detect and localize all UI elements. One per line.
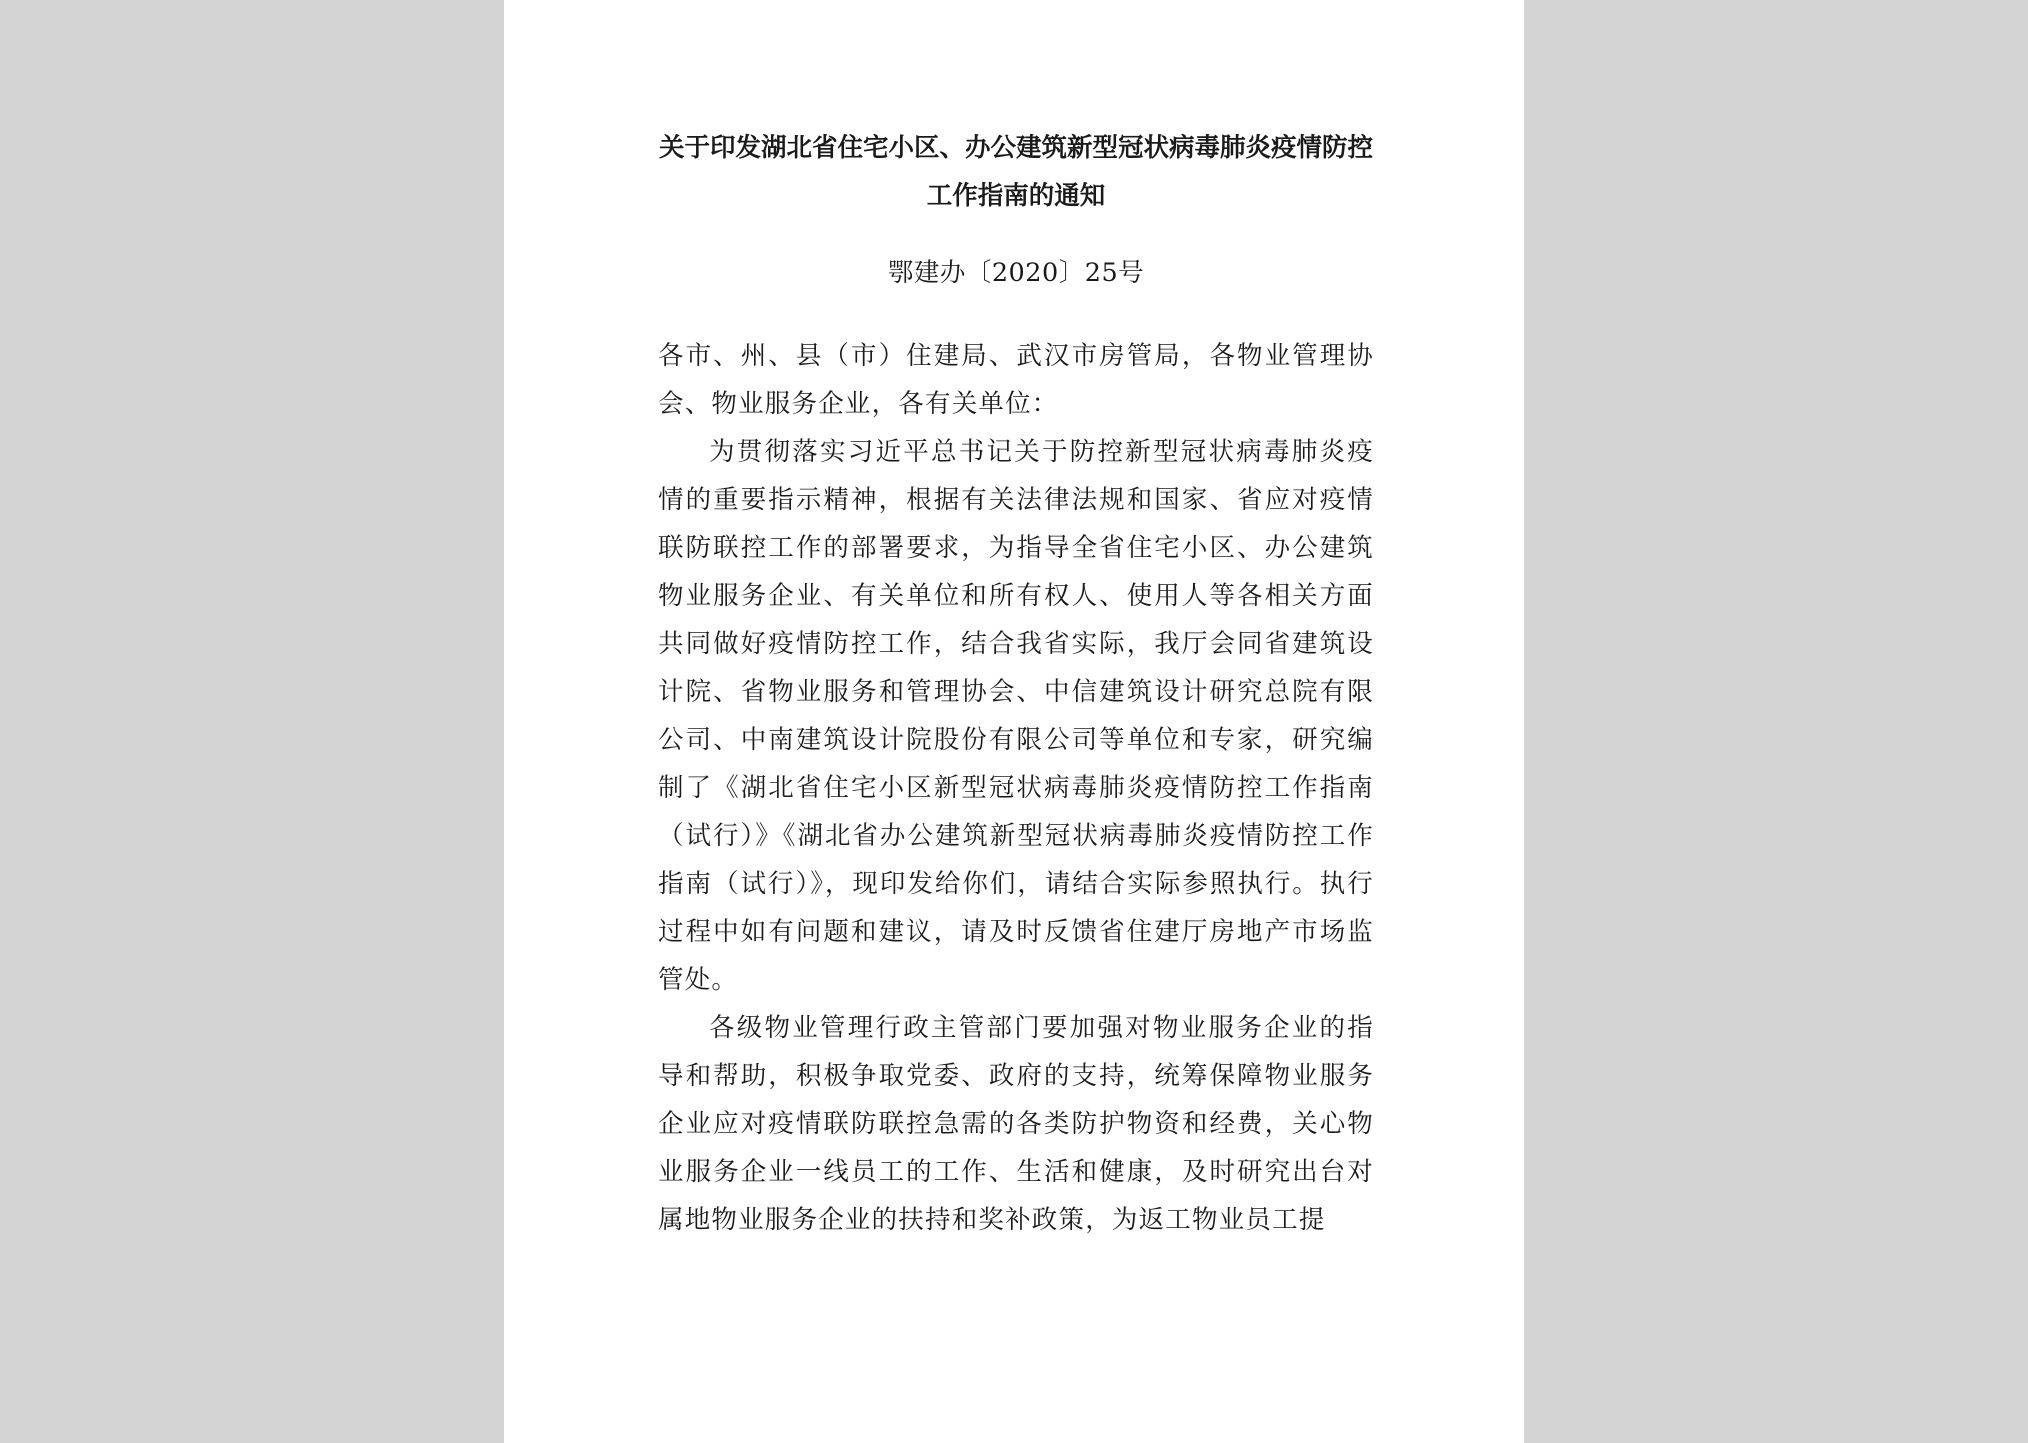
document-number: 鄂建办〔2020〕25号 (887, 258, 1145, 288)
body-paragraph-1: 为贯彻落实习近平总书记关于防控新型冠状病毒肺炎疫情的重要指示精神，根据有关法律法规和国家、省应对疫情联防联控工作的部署要求，为指导全省住宅小区、办公建筑物业服务企业、有关单位和所有权人、使用人等各相关方面共同做好疫情防控工作，结合我省实际，我厅会同省建筑设计院、省物业服务和管理协会、中信建筑设计研究总院有限公司、中南建筑设计院股份有限公司等单位和专家，研究编制了《湖北省住宅小区新型冠状病毒肺炎疫情防控工作指南（试行）》《湖北省办公建筑新型冠状病毒肺炎疫情防控工作指南（试行）》，现印发给你们，请结合实际参照执行。执行过程中如有问题和建议，请及时反馈省住建厅房地产市场监管处。 (658, 437, 1374, 995)
page-content (658, 124, 1374, 1244)
document-page (504, 0, 1524, 1443)
document-title: 关于印发湖北省住宅小区、办公建筑新型冠状病毒肺炎疫情防控工作指南的通知 (658, 133, 1373, 211)
addressee-line: 各市、州、县（市）住建局、武汉市房管局，各物业管理协会、物业服务企业，各有关单位： (658, 341, 1374, 419)
body-paragraph-2: 各级物业管理行政主管部门要加强对物业服务企业的指导和帮助，积极争取党委、政府的支持，统筹保障物业服务企业应对疫情联防联控急需的各类防护物资和经费，关心物业服务企业一线员工的工作、生活和健康，及时研究出台对属地物业服务企业的扶持和奖补政策，为返工物业员工提 (658, 1013, 1374, 1235)
